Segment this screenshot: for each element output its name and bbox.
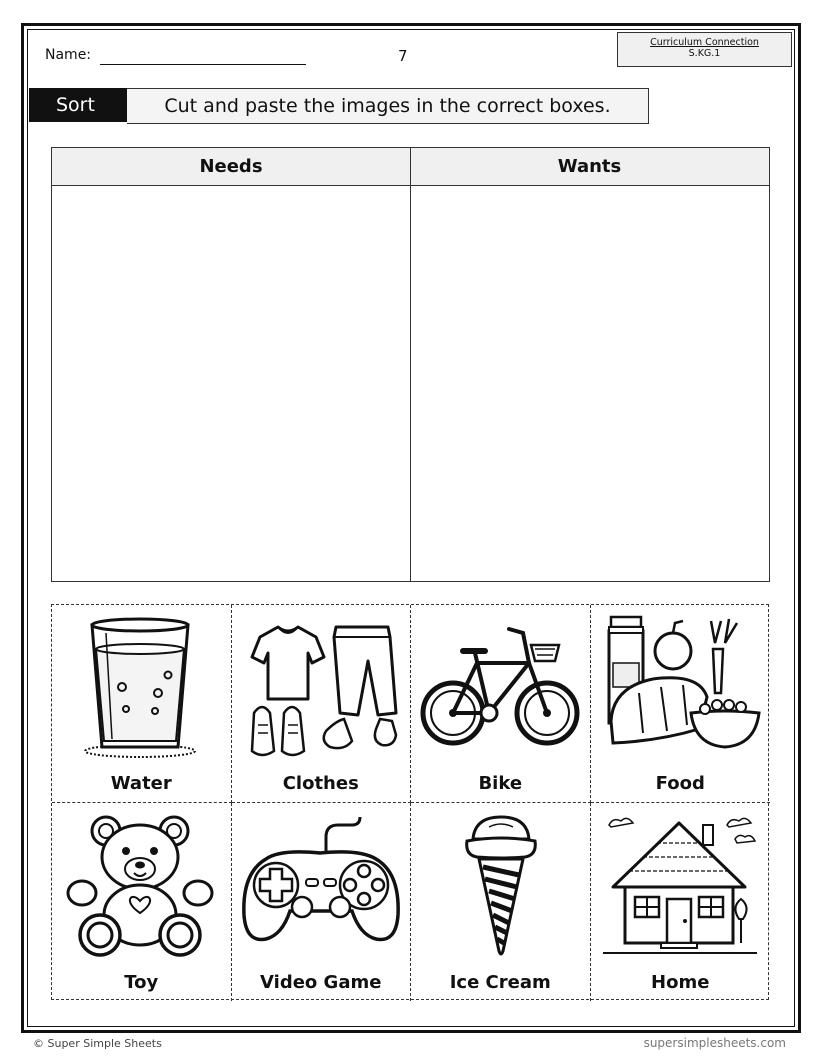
teddy-bear-icon	[60, 811, 223, 961]
card-food[interactable]	[591, 605, 771, 803]
card-water[interactable]	[52, 605, 232, 803]
needs-header: Needs	[52, 148, 410, 186]
curriculum-box	[617, 32, 792, 67]
card-label: Home	[651, 972, 710, 993]
curriculum-title: Curriculum Connection	[650, 37, 759, 48]
cutout-cards	[51, 604, 769, 1000]
task-instructions: Cut and paste the images in the correct boxes.	[127, 88, 649, 124]
clothes-icon	[240, 613, 403, 763]
task-tag: Sort	[29, 88, 127, 122]
curriculum-code: S.KG.1	[688, 48, 721, 59]
card-label: Video Game	[260, 972, 382, 993]
card-toy[interactable]	[52, 803, 232, 1001]
card-video-game[interactable]	[232, 803, 412, 1001]
card-label: Clothes	[282, 773, 359, 794]
ice-cream-icon	[419, 811, 582, 961]
water-glass-icon	[60, 613, 223, 763]
wants-drop-zone[interactable]	[411, 186, 769, 581]
wants-header: Wants	[410, 148, 769, 186]
needs-drop-zone[interactable]	[52, 186, 410, 581]
card-label: Toy	[124, 972, 159, 993]
card-label: Bike	[478, 773, 523, 794]
site-url: supersimplesheets.com	[643, 1036, 786, 1050]
sort-table	[51, 147, 770, 582]
food-icon	[599, 613, 762, 763]
card-home[interactable]	[591, 803, 771, 1001]
name-field-line[interactable]	[100, 64, 306, 65]
copyright-text: © Super Simple Sheets	[33, 1037, 162, 1050]
card-ice-cream[interactable]	[411, 803, 591, 1001]
house-icon	[599, 811, 762, 961]
card-label: Food	[655, 773, 705, 794]
card-bike[interactable]	[411, 605, 591, 803]
card-clothes[interactable]	[232, 605, 412, 803]
page-number: 7	[398, 47, 408, 65]
bike-icon	[419, 613, 582, 763]
game-controller-icon	[240, 811, 403, 961]
card-label: Ice Cream	[449, 972, 551, 993]
name-label: Name:	[45, 47, 92, 63]
card-label: Water	[110, 773, 172, 794]
